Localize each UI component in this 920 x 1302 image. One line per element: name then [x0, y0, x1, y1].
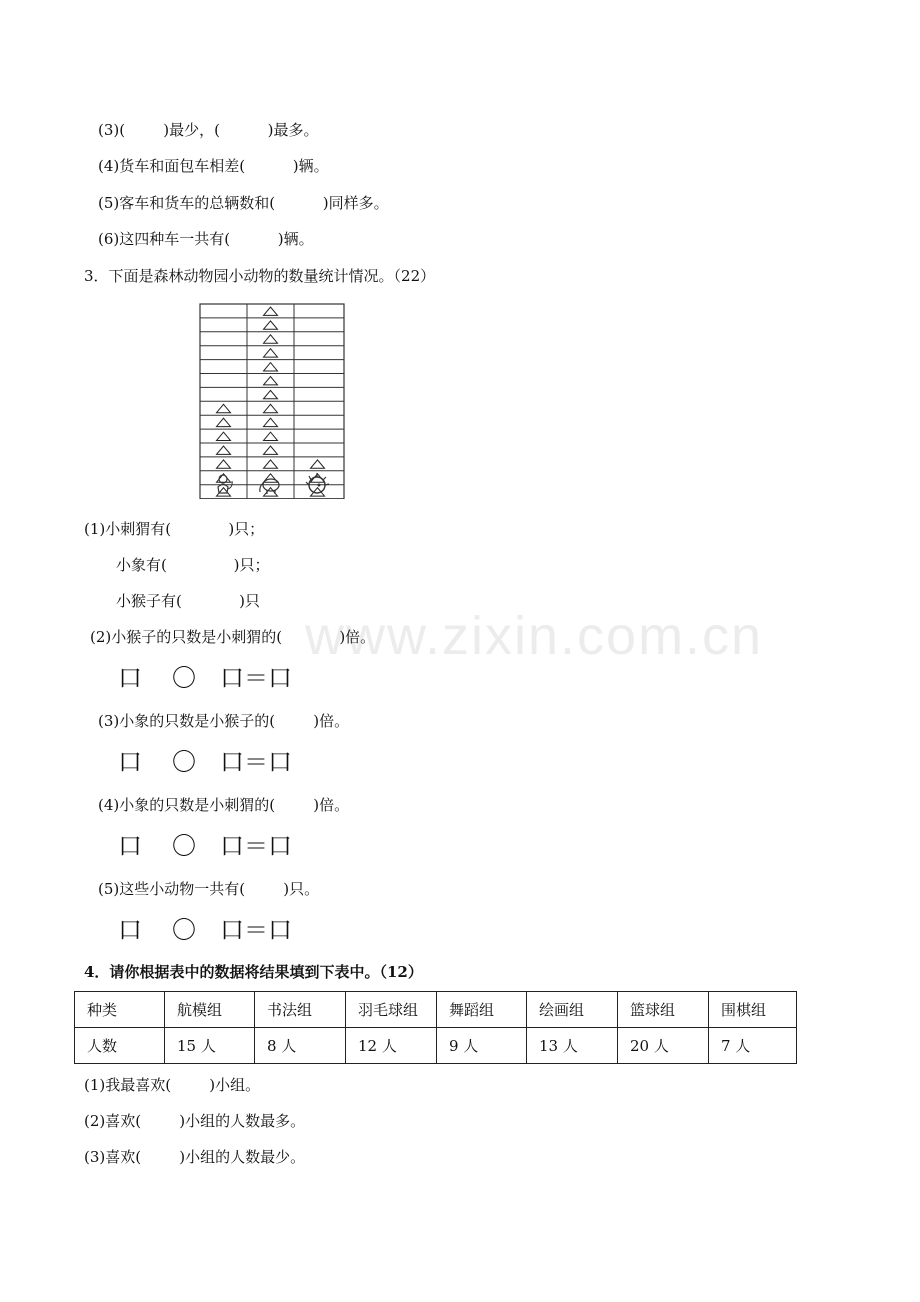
table-cell: 20 人: [618, 1028, 709, 1064]
s4-question-2: (2)喜欢( )小组的人数最多。: [84, 1112, 306, 1130]
triangle-mark: [264, 418, 278, 426]
table-cell: 航模组: [165, 992, 255, 1028]
table-cell: 种类: [75, 992, 165, 1028]
triangle-mark: [217, 446, 231, 454]
triangle-mark: [264, 307, 278, 315]
equation-result: 口＝口: [220, 832, 292, 860]
s4-title: 4．请你根据表中的数据将结果填到下表中。（12）: [84, 963, 423, 981]
s4-question-3: (3)喜欢( )小组的人数最少。: [84, 1148, 306, 1166]
triangle-mark: [264, 335, 278, 343]
equation-result: 口＝口: [220, 748, 292, 776]
equation-operator-circle: 〇: [172, 916, 196, 944]
watermark: www.zixin.com.cn: [305, 606, 764, 666]
triangle-mark: [264, 390, 278, 398]
triangle-mark: [264, 377, 278, 385]
table-cell: 13 人: [527, 1028, 618, 1064]
s3-question-1b: 小象有( )只；: [116, 556, 270, 574]
table-cell: 8 人: [255, 1028, 346, 1064]
equation-operator-circle: 〇: [172, 832, 196, 860]
s3-question-1c: 小猴子有( )只: [116, 592, 260, 610]
s2-question-6: (6)这四种车一共有( )辆。: [98, 230, 314, 248]
triangle-mark: [264, 349, 278, 357]
triangle-mark: [217, 418, 231, 426]
table-cell: 围棋组: [709, 992, 797, 1028]
equation-box: 口: [118, 916, 142, 944]
triangle-mark: [217, 460, 231, 468]
table-cell: 7 人: [709, 1028, 797, 1064]
table-cell: 舞蹈组: [437, 992, 527, 1028]
s3-question-4: (4)小象的只数是小刺猬的( )倍。: [98, 796, 350, 814]
triangle-mark: [264, 363, 278, 371]
group-count-table: [74, 991, 797, 1064]
equation-operator-circle: 〇: [172, 664, 196, 692]
table-cell: 9 人: [437, 1028, 527, 1064]
table-cell: 羽毛球组: [346, 992, 437, 1028]
triangle-mark: [264, 446, 278, 454]
triangle-mark: [264, 404, 278, 412]
equation-result: 口＝口: [220, 664, 292, 692]
hedgehog-icon: [306, 473, 329, 493]
s3-question-3: (3)小象的只数是小猴子的( )倍。: [98, 712, 350, 730]
pictograph-grid: [200, 304, 344, 499]
equation-operator-circle: 〇: [172, 748, 196, 776]
s2-question-4: (4)货车和面包车相差( )辆。: [98, 157, 329, 175]
equation-result: 口＝口: [220, 916, 292, 944]
triangle-mark: [264, 432, 278, 440]
equation-box: 口: [118, 832, 142, 860]
equation-blank-3: [118, 748, 292, 776]
s4-question-1: (1)我最喜欢( )小组。: [84, 1076, 261, 1094]
triangle-mark: [311, 460, 325, 468]
equation-box: 口: [118, 748, 142, 776]
triangle-mark: [217, 404, 231, 412]
triangle-mark: [264, 460, 278, 468]
equation-blank-4: [118, 832, 292, 860]
triangle-mark: [264, 321, 278, 329]
s2-question-3: (3)( )最少，( )最多。: [98, 121, 319, 139]
equation-blank-2: [118, 664, 292, 692]
table-cell: 人数: [75, 1028, 165, 1064]
table-row: [75, 1028, 797, 1064]
table-cell: 篮球组: [618, 992, 709, 1028]
s3-question-5: (5)这些小动物一共有( )只。: [98, 880, 320, 898]
equation-blank-5: [118, 916, 292, 944]
table-cell: 15 人: [165, 1028, 255, 1064]
table-header-row: [75, 992, 797, 1028]
animal-pictograph: [199, 303, 345, 499]
s3-question-1a: (1)小刺猬有( )只；: [84, 520, 265, 538]
equation-box: 口: [118, 664, 142, 692]
s3-question-2: (2)小猴子的只数是小刺猬的( )倍。: [90, 628, 376, 646]
table-cell: 书法组: [255, 992, 346, 1028]
table-cell: 绘画组: [527, 992, 618, 1028]
s2-question-5: (5)客车和货车的总辆数和( )同样多。: [98, 194, 389, 212]
s3-title: 3．下面是森林动物园小动物的数量统计情况。（22）: [84, 267, 436, 285]
triangle-mark: [217, 432, 231, 440]
table-cell: 12 人: [346, 1028, 437, 1064]
